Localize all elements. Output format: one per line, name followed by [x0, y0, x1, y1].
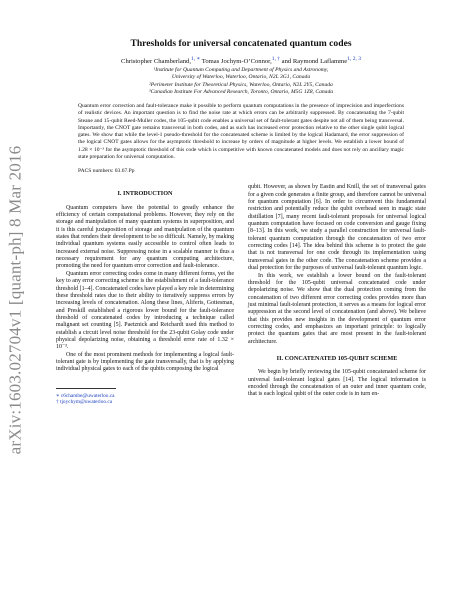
footnote-2: [56, 399, 234, 406]
author-list: [56, 56, 426, 65]
author-2-affil-link[interactable]: 1, †: [271, 56, 280, 62]
author-3: and Raymond Laflamme: [280, 58, 348, 66]
affiliation-1b: University of Waterloo, Waterloo, Ontario, N2L 3G1, Canada: [171, 74, 311, 81]
author-1: Christopher Chamberland,: [121, 58, 191, 66]
section-title-introduction: I. INTRODUCTION: [117, 190, 173, 198]
author-1-affil-link[interactable]: 1, ∗: [191, 56, 201, 62]
paragraph: We begin by briefly reviewing the 105-qubit concatenated scheme for universal fault-tolerant logical gates [14]. The logical information is encoded through the concatenation of an outer and inner quantum code, that is each logical qubit of the outer code is in turn en-: [248, 369, 426, 398]
affiliation-2: ²Perimeter Institute for Theoretical Physics, Waterloo, Ontario, N2L 2Y5, Canada: [149, 81, 333, 88]
author-2: Tomas Jochym-O’Connor,: [200, 58, 272, 66]
email-link-2[interactable]: † tjoychym@uwaterloo.ca: [56, 399, 113, 406]
left-column: [56, 184, 234, 406]
author-3-affil-link[interactable]: 1, 2, 3: [347, 56, 361, 62]
footnote-divider: [56, 388, 116, 389]
affiliation-1a: ¹Institute for Quantum Computing and Department of Physics and Astronomy,: [153, 67, 329, 74]
abstract: Quantum error correction and fault-tolerance make it possible to perform quantum computations in the presence of imprecision and imperfections of realistic devices. An important question is to find the noise rate at which errors can be arbitrarily suppressed. By concatenating the 7-qubit Steane and 15-qubit Reed-Muller codes, the 105-qubit code enables a universal set of fault-tolerant gates despite not all of them being transversal. Importantly, the CNOT gate remains transversal in both codes, and as such has increased error protection relative to the other single qubit logical gates. We show that while the level-1 pseudo-threshold for the concatenated scheme is limited by the logical Hadamard, the error suppression of the logical CNOT gates allows for the asymptotic threshold to increase by orders of magnitude at higher levels. We establish a lower bound of 1.28 × 10⁻³ for the asymptotic threshold of this code which is competitive with known concatenated models and does not rely on ancillary magic state preparation for universal computation.: [78, 103, 404, 161]
paragraph: Quantum computers have the potential to greatly enhance the efficiency of certain computational problems. However, they rely on the storage and manipulation of many quantum systems in superposition, and it is this careful juxtaposition of storage and manipulation of the quantum states that renders their development to be so difficult. Namely, by making individual quantum systems easily accessible to control often leads to increased external noise. Suppressing noise in a scalable manner is thus a necessary requirement for any quantum computing architecture, promoting the need for quantum error correction and fault-tolerance.: [56, 204, 234, 270]
paragraph: In this work, we establish a lower bound on the fault-tolerant threshold for the 105-qubit universal concatenated code under depolarizing noise. We show that the dual protection coming from the concatenation of two different error correcting codes provides more than just minimal fault-tolerant protection, it serves as a means for logical error suppression at the second level of concatenation (and above). We believe that this provides new insights in the development of quantum error correcting codes, and emphasizes an important principle: to logically protect the quantum gates that are most present in the fault-tolerant architecture.: [248, 272, 426, 345]
two-column-body: [56, 184, 426, 406]
pacs-numbers: PACS numbers: 03.67.Pp: [78, 168, 135, 175]
arxiv-id: arXiv:1603.02704v1 [quant-ph] 8 Mar 2016: [5, 145, 25, 455]
paper-page: [56, 38, 426, 406]
paragraph: One of the most prominent methods for implementing a logical fault-tolerant gate is by implementing the gate transversally, that is by applying individual physical gates to each of the qubits composing the logical: [56, 351, 234, 373]
affiliation-3: ³Canadian Institute For Advanced Research, Toronto, Ontario, M5G 1Z8, Canada: [148, 88, 334, 95]
footnote-1: [56, 393, 234, 400]
email-link-1[interactable]: ∗ c6chambe@uwaterloo.ca: [56, 392, 115, 399]
section-title-concatenated-scheme: II. CONCATENATED 105-QUBIT SCHEME: [276, 354, 398, 362]
paper-title: Thresholds for universal concatenated quantum codes: [130, 38, 352, 49]
paragraph: Quantum error correcting codes come in many different forms, yet the key to any error correcting scheme is the establishment of a fault-tolerance threshold [1–4]. Concatenated codes have played a key role in determining these threshold rates due to their ability to iteratively suppress errors by increasing levels of concatenation. Along these lines, Aliferis, Gottesman, and Preskill established a rigorous lower bound for the fault-tolerance threshold of concatenated codes by introducing a technique called malignant set counting [5]. Paetznick and Reichardt used this method to establish a circuit level noise threshold for the 23-qubit Golay code under physical depolarizing noise, obtaining a threshold error rate of 1.32 × 10⁻³.: [56, 270, 234, 351]
right-column: [248, 184, 426, 406]
paragraph: qubit. However, as shown by Eastin and Knill, the set of transversal gates for a given code generates a finite group, and therefore cannot be universal for quantum computation [6]. In order to circumvent this fundamental restriction and potentially reduce the qubit overhead seen in magic state distillation [7], many recent fault-tolerant proposals for universal logical quantum computation have focused on code conversion and gauge fixing [8–13]. In this work, we study a parallel construction for universal fault-tolerant quantum computation through the concatenation of two error correcting codes [14]. The idea behind this scheme is to protect the gate that is not transversal for one code through its implementation using transversal gates in the other code. The concatenation scheme provides a dual protection for the purposes of universal fault-tolerant quantum logic.: [248, 184, 426, 272]
arxiv-identifier-sidebar: [2, 145, 28, 455]
